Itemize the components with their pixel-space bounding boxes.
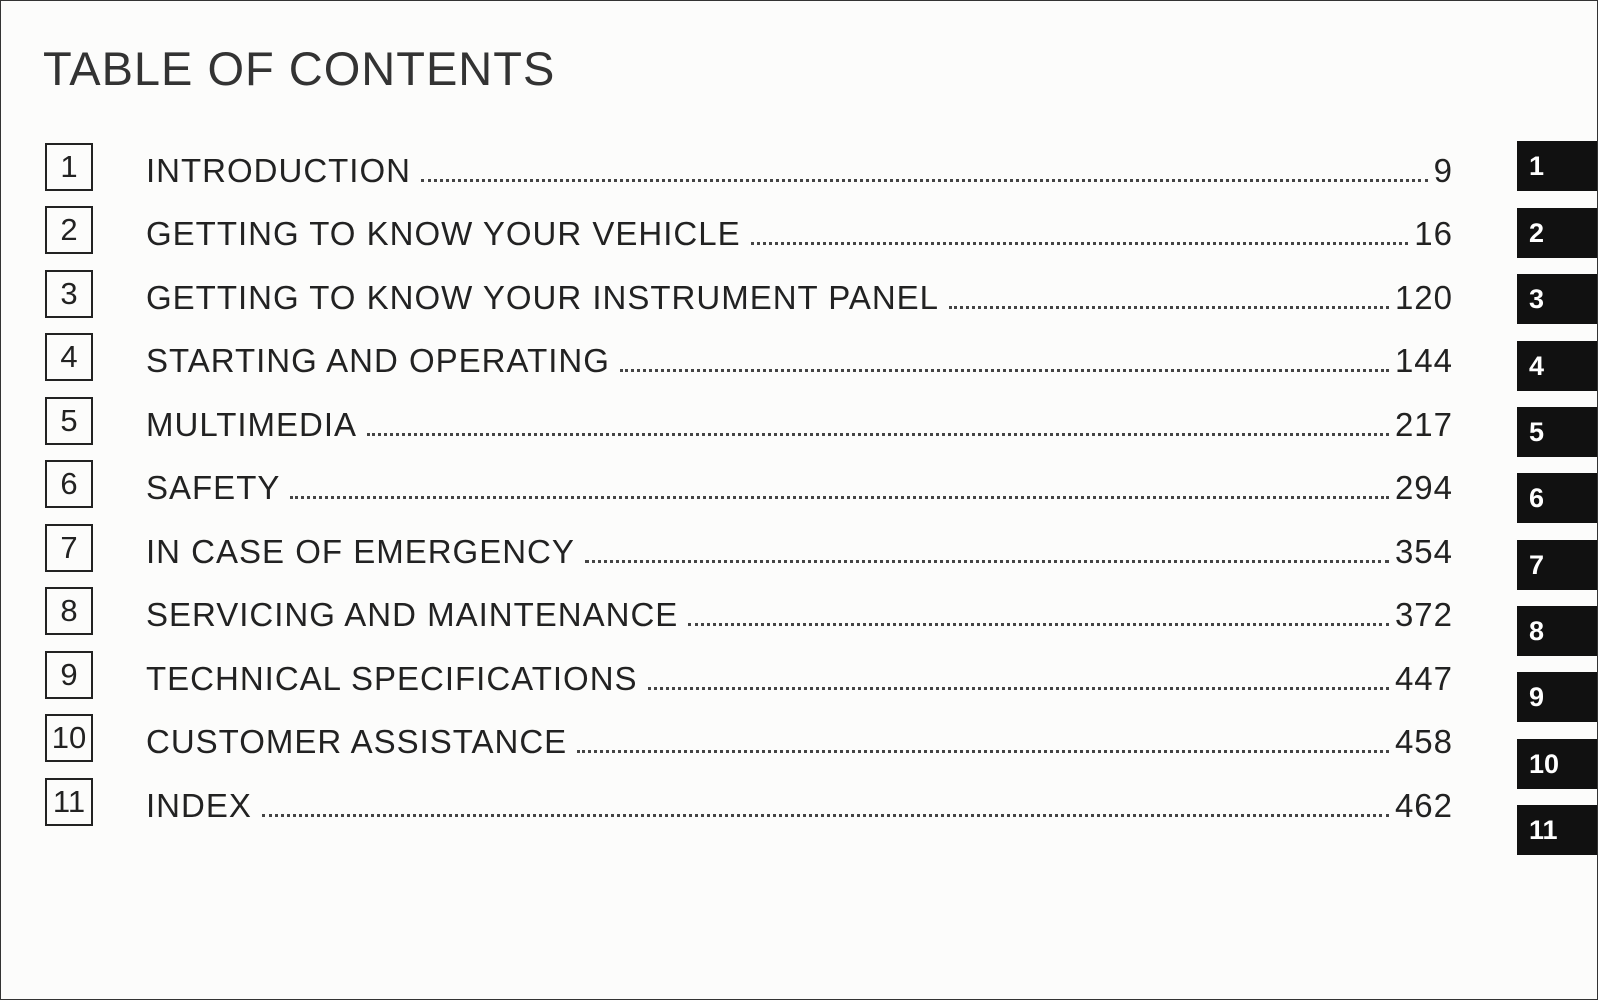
- chapter-number-box: 7: [45, 524, 93, 572]
- dot-leader: [577, 749, 1389, 753]
- toc-entry-10[interactable]: [43, 712, 1453, 764]
- thumb-tab-8[interactable]: 8: [1517, 606, 1597, 656]
- chapter-title: GETTING TO KNOW YOUR INSTRUMENT PANEL: [146, 279, 940, 316]
- toc-entry-11[interactable]: [43, 776, 1453, 828]
- page-number: 354: [1394, 533, 1453, 570]
- page-number: 144: [1394, 342, 1453, 379]
- page-number: 447: [1394, 660, 1453, 697]
- page-title: TABLE OF CONTENTS: [43, 42, 556, 95]
- thumb-tab-7[interactable]: 7: [1517, 540, 1597, 590]
- chapter-title: GETTING TO KNOW YOUR VEHICLE: [146, 215, 741, 252]
- dot-leader: [620, 368, 1389, 372]
- toc-entry-2[interactable]: [43, 204, 1453, 256]
- chapter-title: INTRODUCTION: [146, 152, 411, 189]
- dot-leader: [585, 559, 1389, 563]
- page-number: 16: [1414, 215, 1453, 252]
- chapter-number-box: 4: [45, 333, 93, 381]
- thumb-tab-4[interactable]: 4: [1517, 341, 1597, 391]
- chapter-number-box: 11: [45, 778, 93, 826]
- page-number: 217: [1394, 406, 1453, 443]
- toc-entry-line: [146, 589, 1453, 631]
- chapter-title: CUSTOMER ASSISTANCE: [146, 723, 568, 760]
- dot-leader: [751, 241, 1409, 245]
- toc-entry-8[interactable]: [43, 585, 1453, 637]
- toc-entry-line: [146, 208, 1453, 250]
- page-number: 294: [1394, 469, 1453, 506]
- thumb-tab-1[interactable]: 1: [1517, 141, 1597, 191]
- chapter-title: SAFETY: [146, 469, 281, 506]
- chapter-number-box: 10: [45, 714, 93, 762]
- page-number: 372: [1394, 596, 1453, 633]
- page-number: 458: [1394, 723, 1453, 760]
- page-number: 120: [1394, 279, 1453, 316]
- toc-entry-line: [146, 272, 1453, 314]
- chapter-title: STARTING AND OPERATING: [146, 342, 610, 379]
- toc-list: [1, 1, 1597, 999]
- chapter-number-box: 2: [45, 206, 93, 254]
- toc-entry-7[interactable]: [43, 522, 1453, 574]
- dot-leader: [688, 622, 1389, 626]
- chapter-number-box: 9: [45, 651, 93, 699]
- toc-entry-line: [146, 335, 1453, 377]
- toc-entry-5[interactable]: [43, 395, 1453, 447]
- thumb-tab-9[interactable]: 9: [1517, 672, 1597, 722]
- toc-entry-line: [146, 653, 1453, 695]
- dot-leader: [262, 813, 1389, 817]
- page-number: 9: [1433, 152, 1453, 189]
- chapter-number-box: 8: [45, 587, 93, 635]
- chapter-title: SERVICING AND MAINTENANCE: [146, 596, 679, 633]
- thumb-tab-3[interactable]: 3: [1517, 274, 1597, 324]
- toc-entry-6[interactable]: [43, 458, 1453, 510]
- dot-leader: [367, 432, 1389, 436]
- chapter-number-box: 3: [45, 270, 93, 318]
- toc-entry-4[interactable]: [43, 331, 1453, 383]
- dot-leader: [290, 495, 1389, 499]
- toc-entry-line: [146, 145, 1453, 187]
- toc-entry-line: [146, 716, 1453, 758]
- toc-entry-line: [146, 780, 1453, 822]
- toc-entry-9[interactable]: [43, 649, 1453, 701]
- chapter-title: TECHNICAL SPECIFICATIONS: [146, 660, 638, 697]
- toc-entry-line: [146, 526, 1453, 568]
- dot-leader: [648, 686, 1389, 690]
- thumb-tab-5[interactable]: 5: [1517, 407, 1597, 457]
- chapter-number-box: 1: [45, 143, 93, 191]
- thumb-tab-6[interactable]: 6: [1517, 473, 1597, 523]
- thumb-tab-10[interactable]: 10: [1517, 739, 1597, 789]
- chapter-number-box: 5: [45, 397, 93, 445]
- dot-leader: [949, 305, 1389, 309]
- chapter-title: IN CASE OF EMERGENCY: [146, 533, 575, 570]
- dot-leader: [421, 178, 1428, 182]
- chapter-number-box: 6: [45, 460, 93, 508]
- thumb-tab-2[interactable]: 2: [1517, 208, 1597, 258]
- chapter-thumb-tabs: [1497, 1, 1597, 999]
- chapter-title: INDEX: [146, 787, 252, 824]
- page-number: 462: [1394, 787, 1453, 824]
- thumb-tab-11[interactable]: 11: [1517, 805, 1597, 855]
- toc-entry-3[interactable]: [43, 268, 1453, 320]
- chapter-title: MULTIMEDIA: [146, 406, 358, 443]
- toc-entry-line: [146, 462, 1453, 504]
- toc-entry-line: [146, 399, 1453, 441]
- toc-entry-1[interactable]: [43, 141, 1453, 193]
